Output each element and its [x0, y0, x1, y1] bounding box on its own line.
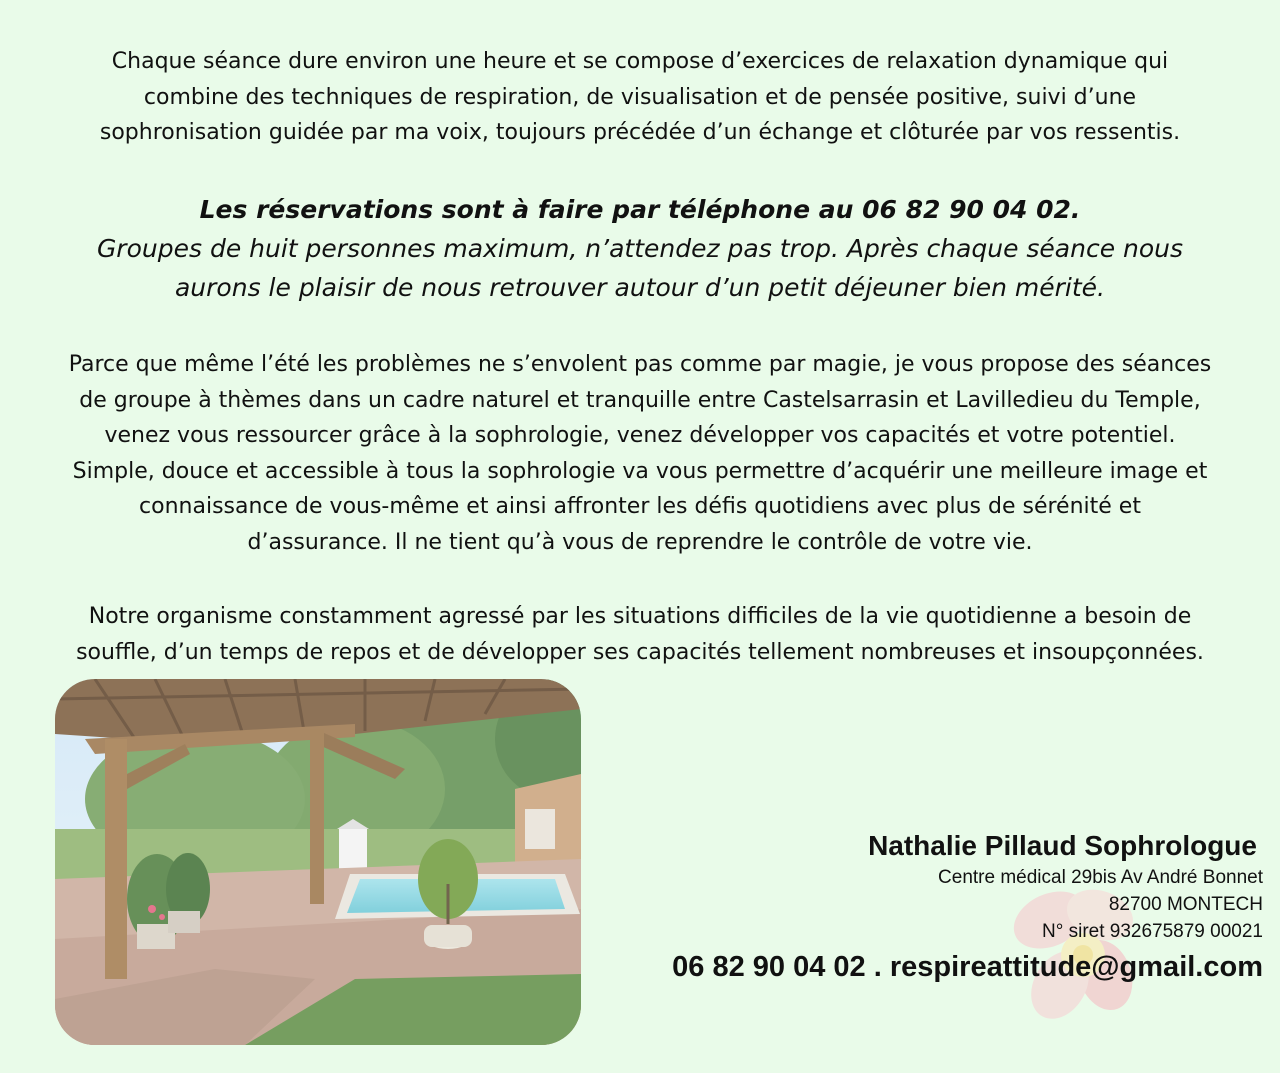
- summer-line: venez vous ressourcer grâce à la sophrologie, venez développer vos capacités et votre potentiel.: [104, 423, 1176, 448]
- reservation-line: Groupes de huit personnes maximum, n’attendez pas trop. Après chaque séance nous: [96, 234, 1184, 263]
- reservation-phone-line: Les réservations sont à faire par téléphone au 06 82 90 04 02.: [199, 195, 1081, 224]
- intro-line: Chaque séance dure environ une heure et se compose d’exercices de relaxation dynamique qui: [111, 49, 1169, 74]
- intro-paragraph: [0, 44, 1280, 151]
- summer-line: Parce que même l’été les problèmes ne s’envolent pas comme par magie, je vous propose des séances: [68, 352, 1212, 377]
- reservation-paragraph: [0, 190, 1280, 307]
- siret-number: N° siret 932675879 00021: [1042, 921, 1263, 942]
- summer-line: connaissance de vous-même et ainsi affronter les défis quotidiens avec plus de sérénité et: [139, 494, 1141, 519]
- garden-pool-photo: [55, 679, 581, 1045]
- organism-paragraph: [0, 599, 1280, 670]
- reservation-line: aurons le plaisir de nous retrouver autour d’un petit déjeuner bien mérité.: [174, 273, 1106, 302]
- organism-line: Notre organisme constamment agressé par les situations difficiles de la vie quotidienne a besoin de: [88, 604, 1192, 629]
- intro-line: sophronisation guidée par ma voix, toujours précédée d’un échange et clôturée par vos ressentis.: [99, 120, 1181, 145]
- summer-line: de groupe à thèmes dans un cadre naturel et tranquille entre Castelsarrasin et Lavilledieu du Temple,: [79, 387, 1201, 413]
- summer-paragraph: [0, 347, 1280, 560]
- summer-line: Simple, douce et accessible à tous la sophrologie va vous permettre d’acquérir une meilleure image et: [72, 458, 1208, 484]
- intro-line: combine des techniques de respiration, de visualisation et de pensée positive, suivi d’une: [143, 84, 1137, 110]
- summer-line: d’assurance. Il ne tient qu’à vous de reprendre le contrôle de votre vie.: [247, 529, 1033, 555]
- organism-line: souffle, d’un temps de repos et de développer ses capacités tellement nombreuses et insoupçonnées.: [76, 639, 1204, 665]
- practitioner-name: Nathalie Pillaud Sophrologue: [868, 830, 1257, 861]
- contact-block: [672, 828, 1263, 988]
- postal-city: 82700 MONTECH: [1108, 894, 1263, 915]
- address-line: Centre médical 29bis Av André Bonnet: [938, 867, 1263, 888]
- phone-email: 06 82 90 04 02 . respireattitude@gmail.com: [672, 951, 1263, 983]
